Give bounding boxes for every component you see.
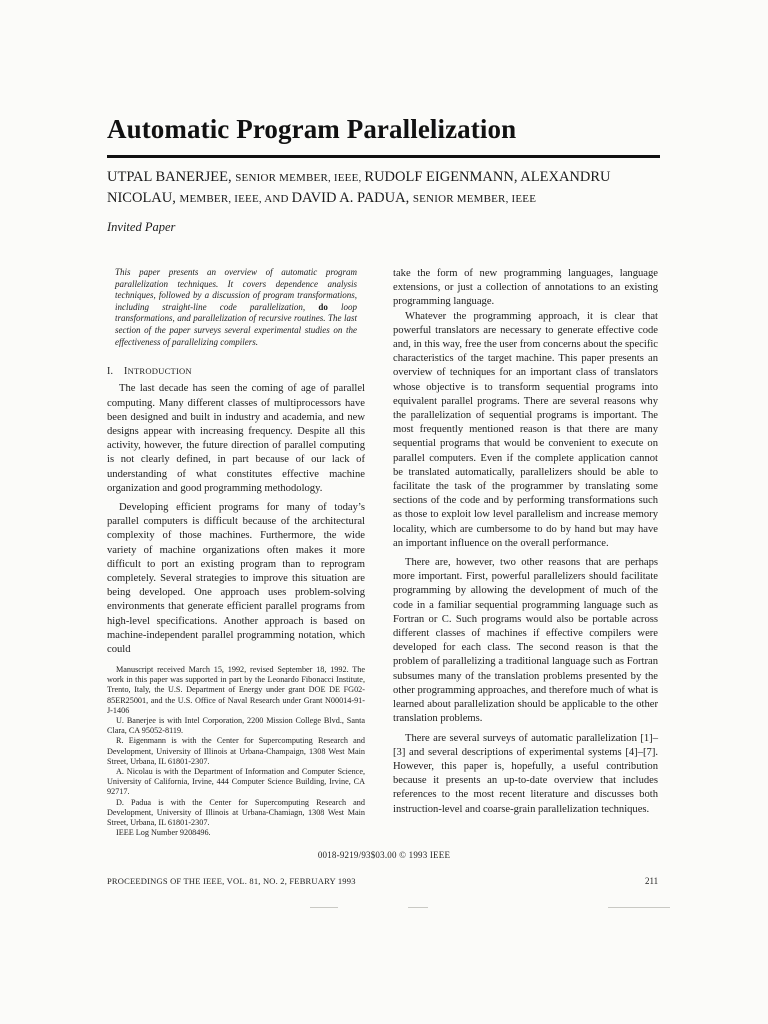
author-part: SENIOR MEMBER, IEEE, xyxy=(235,172,365,184)
abstract xyxy=(107,267,365,348)
footnote: A. Nicolau is with the Department of Information and Computer Science, University of California, Irvine, 444 Computer Science Building, Irvine, CA 92717. xyxy=(107,767,365,797)
footnotes xyxy=(107,665,365,838)
invited-paper-label: Invited Paper xyxy=(107,220,176,234)
journal-footer: PROCEEDINGS OF THE IEEE, VOL. 81, NO. 2, FEBRUARY 1993 xyxy=(107,876,356,886)
footnote: U. Banerjee is with Intel Corporation, 2200 Mission College Blvd., Santa Clara, CA 95052-8119. xyxy=(107,716,365,736)
left-column xyxy=(107,267,365,657)
author-part: UTPAL BANERJEE, xyxy=(107,169,236,185)
body-paragraph: take the form of new programming languages, language extensions, or just a collection of annotations to an existing programming language. xyxy=(393,268,658,308)
abstract-text: This paper presents an overview of automatic program parallelization techniques. It covers dependence analysis techniques, followed by a discussion of program transformations, including straight-line code parallelization, xyxy=(115,267,357,312)
scan-mark xyxy=(408,907,428,908)
paper-title: Automatic Program Parallelization xyxy=(107,114,517,144)
abstract-text: loop transformations, and parallelization of recursive routines. The last section of the paper surveys several experimental studies on the effectiveness of parallelizing compilers. xyxy=(115,301,357,347)
title-rule xyxy=(107,155,660,158)
author-part: MEMBER, IEEE, AND xyxy=(179,193,292,205)
abstract-keyword: do xyxy=(318,301,328,312)
author-list xyxy=(107,167,667,209)
scan-mark xyxy=(608,907,670,908)
body-paragraph: Whatever the programming approach, it is clear that powerful translators are necessary to generate effective code and, in this way, free the user from concerns about the specific characteristics of the target machine. This paper presents an overview of techniques for an important class of translators whose objective is to transform sequential programs into equivalent parallel programs. There are several reasons why the parallelization of sequential programs is important. The most frequently mentioned reason is that there are many sequential programs that would be convenient to execute on parallel computers. Even if the complete application cannot be translated automatically, parallelizers should be able to facilitate the task of the programmer by translating some sections of the code and by performing transformations such as those to exploit low level parallelism and increase memory locality, which are cumbersome to do by hand but may have an important influence on the overall performance. xyxy=(393,310,658,549)
footnote: R. Eigenmann is with the Center for Supercomputing Research and Development, University of Illinois at Urbana-Champaign, 1308 West Main Street, Urbana, IL 61801-2307. xyxy=(107,736,365,766)
author-part: DAVID A. PADUA, xyxy=(291,190,413,206)
body-paragraph: Developing efficient programs for many of today’s parallel computers is difficult because of the architectural complexity of those machines. Furthermore, the wide variety of machine organizations often makes it more difficult to port an existing program than to reprogram completely. Several strategies to improve this situation are being developed. One approach uses problem-solving environments that generate efficient parallel programs from high-level specifications. Another approach is based on machine-independent parallel programming notation, which could xyxy=(107,501,365,656)
author-part: SENIOR MEMBER, IEEE xyxy=(412,193,537,205)
scan-mark xyxy=(310,907,338,908)
author-line-1 xyxy=(107,167,667,188)
body-paragraph: There are several surveys of automatic parallelization [1]–[3] and several descriptions of experimental systems [4]–[7]. However, this paper is, hopefully, a useful contribution because it presents an up-to-date overview that includes references to the most recent literature and discusses both instruction-level and coarse-grain parallelization techniques. xyxy=(393,732,658,815)
section-heading xyxy=(107,364,365,379)
section-title-rest: NTRODUCTION xyxy=(127,366,192,377)
footnote: Manuscript received March 15, 1992, revised September 18, 1992. The work in this paper was supported in part by the Leonardo Fibonacci Institute, Trento, Italy, the U.S. Department of Energy under grant DOE DE FG02-85ER25001, and the U.S. Office of Naval Research under Grant N00014-91-J-1406 xyxy=(107,665,365,715)
right-column xyxy=(393,267,658,817)
section-title-initial: I xyxy=(124,366,128,378)
page-number: 211 xyxy=(645,876,659,886)
footnote: IEEE Log Number 9208496. xyxy=(116,828,211,838)
author-part: RUDOLF EIGENMANN, ALEXANDRU xyxy=(364,169,611,185)
author-part: NICOLAU, xyxy=(107,190,180,206)
footnote: D. Padua is with the Center for Supercomputing Research and Development, University of Illinois at Urbana-Chamiagn, 1308 West Main Street, Urbana, IL 61801-2307. xyxy=(107,797,365,828)
author-line-2 xyxy=(107,188,667,209)
body-paragraph: The last decade has seen the coming of age of parallel computing. Many different classes of multiprocessors have been designed and built in industry and academia, and new designs appear with increasing frequency. Despite all this activity, however, the future direction of parallel computing is not clearly defined, in part because of our lack of understanding of what constitutes effective machine organization and good programming methodology. xyxy=(107,383,365,494)
body-paragraph: There are, however, two other reasons that are perhaps more important. First, powerful parallelizers should facilitate programming by allowing the development of much of the code in a familiar sequential programming language such as Fortran or C. Such programs would also be portable across different classes of machines if effective compilers were developed for each class. The second reason is that the problem of parallelizing a traditional language such as Fortran subsumes many of the translation problems presented by the other programming approaches, and therefore much of what is learned about parallelization should be applicable to the other translation problems. xyxy=(393,557,658,725)
section-number: I. xyxy=(107,366,114,378)
copyright-line: 0018-9219/93$03.00 © 1993 IEEE xyxy=(317,850,451,860)
